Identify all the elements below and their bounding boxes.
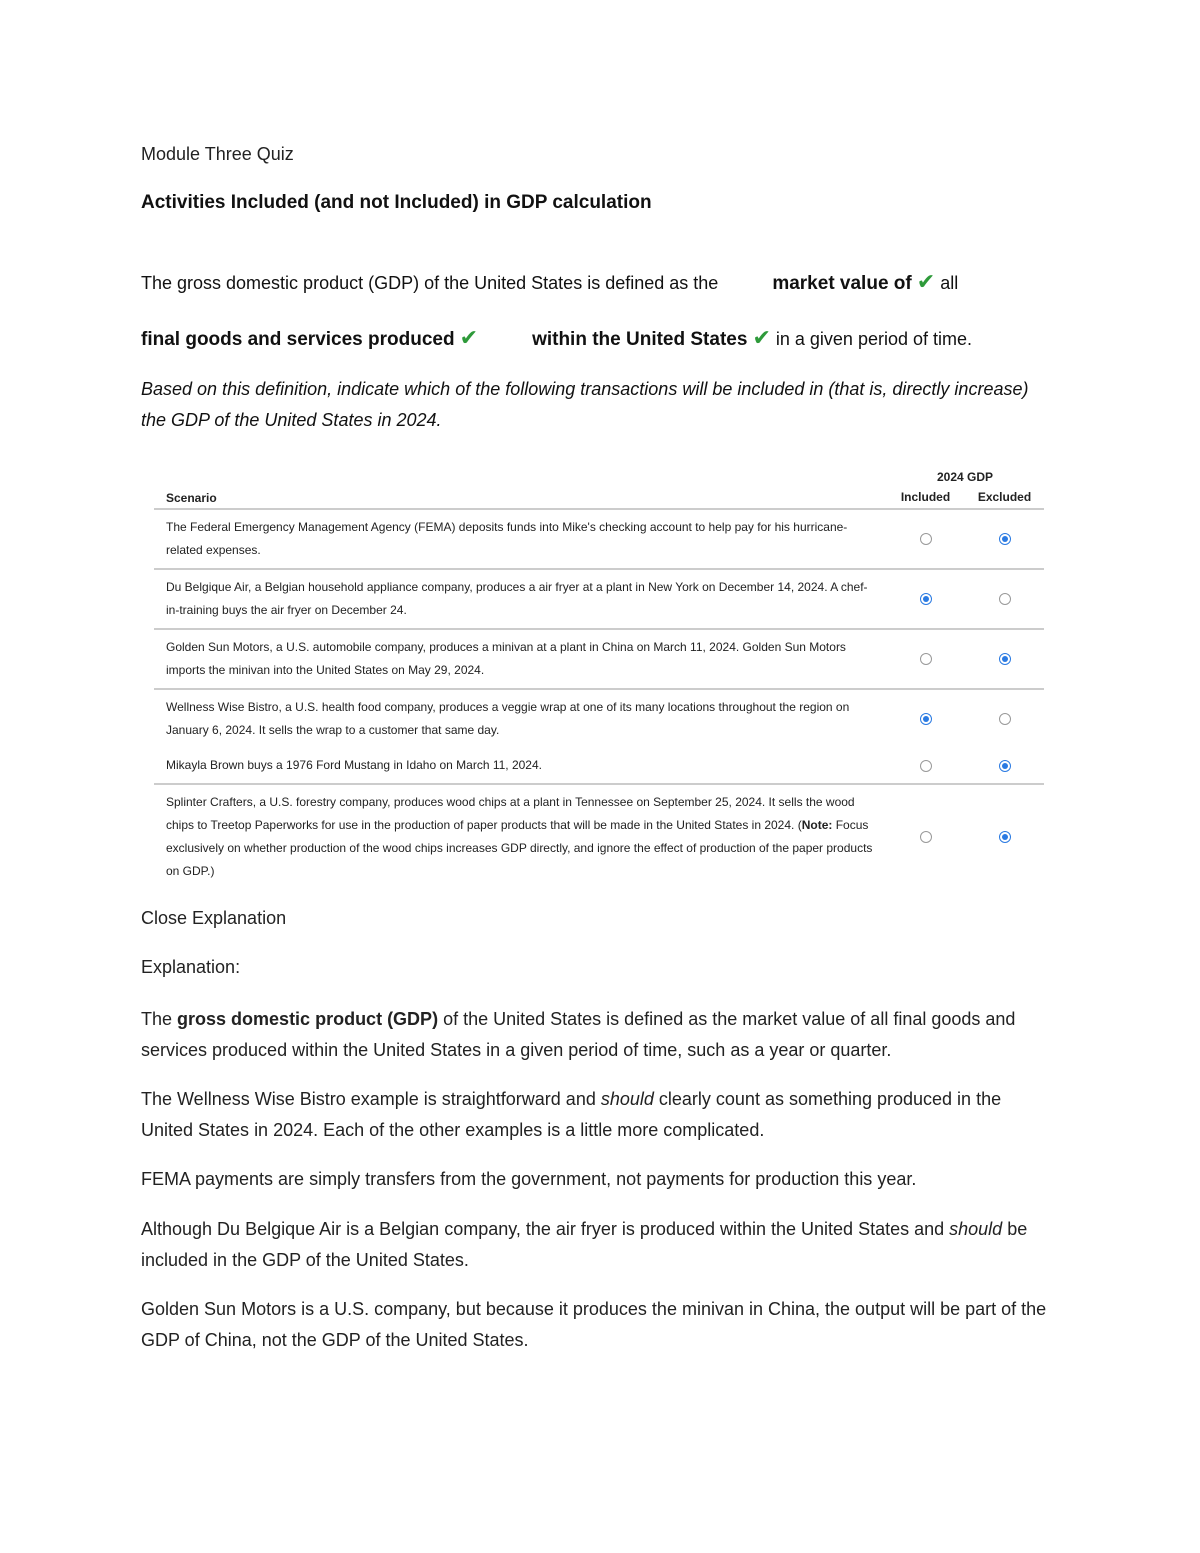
p4-pre: Although Du Belgique Air is a Belgian company, the air fryer is produced within the United States and [141, 1219, 950, 1239]
radio-included[interactable] [920, 533, 932, 545]
section-heading: Activities Included (and not Included) in GDP calculation [141, 192, 652, 213]
check-icon: ✔ [916, 269, 936, 294]
explanation-paragraph [141, 1214, 1047, 1276]
scenario-text-note: Focus exclusively on whether production of the wood chips increases GDP directly, and ignore the effect of production of the paper products on GDP.) [166, 818, 873, 878]
definition-all: all [940, 273, 959, 293]
instruction-text: Based on this definition, indicate which of the following transactions will be included in (that is, directly increase) the GDP of the United States in 2024. [141, 379, 1029, 430]
radio-excluded[interactable] [999, 713, 1011, 725]
scenario-text: Du Belgique Air, a Belgian household appliance company, produces a air fryer at a plant in New York on December 14, 2024. A chef-in-training buys the air fryer on December 24. [154, 569, 886, 629]
quiz-table [154, 466, 1044, 889]
explanation-label: Explanation: [141, 957, 241, 977]
p4-post: be included in the GDP of the United States. [141, 1219, 1028, 1270]
answer-final-goods: final goods and services produced [141, 329, 455, 350]
p2-pre: The Wellness Wise Bistro example is straightforward and [141, 1089, 601, 1109]
radio-included[interactable] [920, 653, 932, 665]
p2-em: should [600, 1089, 654, 1109]
radio-included[interactable] [920, 593, 932, 605]
p1-bold: gross domestic product (GDP) [177, 1009, 439, 1029]
radio-excluded[interactable] [999, 831, 1011, 843]
excluded-header: Excluded [965, 487, 1044, 509]
definition-line-1 [141, 269, 1047, 295]
p1-pre: The [141, 1009, 178, 1029]
scenario-text-main: Splinter Crafters, a U.S. forestry company, produces wood chips at a plant in Tennessee on September 25, 2024. It sells the wood chips to Treetop Paperworks for use in the production of paper products that will be made in the United States in 2024. ( [166, 795, 855, 832]
p2-post: clearly count as something produced in the United States in 2024. Each of the other examples is a little more complicated. [141, 1089, 1002, 1140]
table-row [154, 784, 1044, 889]
table-row [154, 629, 1044, 689]
explanation-paragraph [141, 1004, 1047, 1066]
definition-end: in a given period of time. [775, 329, 973, 349]
radio-included[interactable] [920, 760, 932, 772]
radio-excluded[interactable] [999, 760, 1011, 772]
definition-line-2 [141, 325, 1047, 351]
radio-excluded[interactable] [999, 653, 1011, 665]
document-title: Module Three Quiz [141, 144, 294, 164]
check-icon: ✔ [459, 325, 479, 350]
table-row [154, 689, 1044, 748]
p1-post: of the United States is defined as the market value of all final goods and services produced within the United States in a given period of time, such as a year or quarter. [141, 1009, 1016, 1060]
scenario-text: The Federal Emergency Management Agency (FEMA) deposits funds into Mike's checking account to help pay for his hurricane-related expenses. [154, 509, 886, 569]
table-row [154, 748, 1044, 784]
note-label: Note: [801, 818, 833, 832]
radio-excluded[interactable] [999, 593, 1011, 605]
p4-em: should [949, 1219, 1003, 1239]
radio-included[interactable] [920, 713, 932, 725]
scenario-text: Golden Sun Motors, a U.S. automobile company, produces a minivan at a plant in China on March 11, 2024. Golden Sun Motors imports the minivan into the United States on May 29, 2024. [154, 629, 886, 689]
scenario-text: Wellness Wise Bistro, a U.S. health food company, produces a veggie wrap at one of its many locations throughout the region on January 6, 2024. It sells the wrap to a customer that same day. [166, 700, 850, 737]
included-header: Included [886, 487, 965, 509]
explanation-paragraph [141, 1084, 1047, 1146]
definition-intro: The gross domestic product (GDP) of the United States is defined as the [141, 273, 719, 293]
close-explanation-link[interactable]: Close Explanation [141, 908, 287, 928]
radio-included[interactable] [920, 831, 932, 843]
check-icon: ✔ [752, 325, 771, 350]
answer-market-value: market value of [772, 273, 912, 294]
explanation-paragraph: FEMA payments are simply transfers from the government, not payments for production this year. [141, 1169, 917, 1189]
explanation-paragraph: Golden Sun Motors is a U.S. company, but because it produces the minivan in China, the output will be part of the GDP of China, not the GDP of the United States. [141, 1299, 1047, 1350]
radio-excluded[interactable] [999, 533, 1011, 545]
answer-within-us: within the United States [532, 329, 748, 350]
scenario-text [154, 784, 886, 889]
scenario-header: Scenario [154, 466, 886, 509]
gdp-group-header: 2024 GDP [936, 470, 994, 484]
table-row [154, 509, 1044, 569]
scenario-text: Mikayla Brown buys a 1976 Ford Mustang in Idaho on March 11, 2024. [154, 748, 886, 784]
table-row [154, 569, 1044, 629]
